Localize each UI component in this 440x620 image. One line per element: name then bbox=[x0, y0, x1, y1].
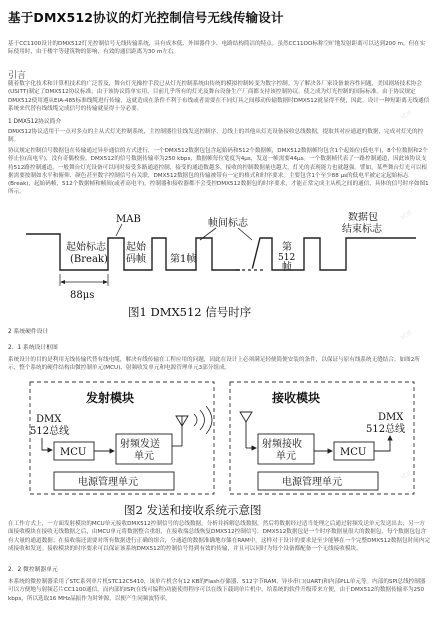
start-code-label-2: 码帧 bbox=[126, 254, 146, 265]
abstract-paragraph: 基于CC1100设计的DMX512灯光控制信号无线传输系统，具有成本低、外围器件少、电路结构简洁的特点。虽然CC11OO标称空旷地发射距离可以达到200 m，但在实际使用时，由于楼宇等建筑物的影响，有效的通信距离为30 m左右。 bbox=[8, 41, 426, 56]
break-label-1: 起始标志 bbox=[66, 242, 106, 253]
mab-label: MAB bbox=[116, 214, 141, 225]
rf-transmit-label-2: 单元 bbox=[134, 451, 154, 462]
figure-1-timing-diagram bbox=[20, 212, 420, 302]
watermark: 试读 bbox=[399, 109, 414, 122]
section-2-1-paragraph: 系统设计的目的是利用无线传输代替有线电缆，解决有线传输在工程应用的问题，因此在设计上必须满足轻便简便安装的条件，以保证与原有线系统无缝结合。如图2所示，整个系统的硬件结构由微控制单元(MCU)、射频收发单元和电源管理单元3部分组成。 bbox=[8, 357, 420, 372]
intro-paragraph: 随着数字化技术和计算机技术的广泛普及，舞台灯光操控手段已从灯光控制系统由传统的模拟控制转变为数字控制。为了解决各厂家设备兼容性问题，美国剧场技术协会(USITT)制定了DMX512协议标准，由于该协议简单实用，目前几乎所有的灯光及舞台设备生产厂商都支持该控制协议，使之成为灯光控制的国际标准。由于协议规定DMX512使用遵从EIA-485标准线缆进行传输，这就造成在条件不利于布线或者需要在不同灯具之间移动传输数据时DMX512就显得不便，因此，设计一种短距离无线通信系统来代替有线线缆完成信号的传输就显得十分必要。 bbox=[8, 81, 430, 112]
watermark: 试读 bbox=[399, 469, 414, 482]
section-2-2-heading: 2．2 微控制器单元 bbox=[8, 567, 58, 573]
figure-2-caption: 图2 发送和接收系统示意图 bbox=[124, 503, 262, 517]
rf-receive-label-2: 单元 bbox=[276, 451, 296, 462]
frame-512-label-2: 512 bbox=[278, 253, 296, 263]
start-code-label-1: 起始 bbox=[126, 242, 146, 253]
rx-mcu-label: MCU bbox=[340, 447, 367, 458]
frame-512-label-3: 帧 bbox=[282, 262, 292, 273]
section-1-heading: 1 DMX512协议简介 bbox=[8, 119, 62, 125]
break-label-2: (Break) bbox=[70, 254, 108, 265]
inter-frame-label: 帧间标志 bbox=[208, 218, 248, 229]
tx-mcu-label: MCU bbox=[60, 447, 87, 458]
rx-dmx-bus-label-2: 512总线 bbox=[366, 424, 406, 435]
article-title: 基于DMX512协议的灯光控制信号无线传输设计 bbox=[8, 10, 284, 25]
rx-antenna-icon bbox=[240, 412, 252, 422]
packet-end-label-2: 结束标志 bbox=[342, 224, 382, 235]
tx-power-label: 电源管理单元 bbox=[78, 477, 138, 488]
section-1-paragraph-2: 协议规定控制信号数据包在传输通过异步通信的方式进行，一个DMX512数据包包含起始码和512个数据帧，DMX512数据帧均包含1个起始位(低电平)，8个位数据和2个停止位(高电平)，没有奇偶校验。DMX512的信号数据传输率为250 kbps，数据帧每位宽度为4μs，发送一帧需要44μs。一个数据帧代表了一路控制通道，因此该协议支持512路控制通道。一般舞台灯光设备可以同时接受多路通道控制，接受的通道数越多，接收的控制数据量也越大，灯光的表现能力也就越强。譬如，某些舞台灯光可以根据需要按制如水平和俯仰、颜色甚至数字控制信号有关联，DMX512数据包的传输被带有一定的格式和时序要求。主要包含1个至少88 μs的低电平被定定起始标志(Break)，起始码帧，512个数据帧和帧间(或者高电平)。控制器和接收器都不会受控DMX512数据包的时序要求，才能正常完成主从机之间的通信，具体的信号时序如图1所示。 bbox=[8, 148, 429, 196]
section-2-heading: 2 系统硬件设计 bbox=[8, 329, 49, 335]
frame-1-label: 第1帧 bbox=[170, 254, 197, 265]
rf-transmit-label-1: 射频发送 bbox=[120, 439, 160, 450]
packet-end-label-1: 数据包 bbox=[348, 212, 378, 223]
tx-module-title: 发射模块 bbox=[86, 391, 135, 405]
tx-dmx-bus-label-1: DMX bbox=[36, 414, 62, 425]
watermark: 试读 bbox=[399, 209, 414, 222]
tx-dmx-bus-label-2: 512总线 bbox=[30, 426, 70, 437]
intro-heading: 引言 bbox=[8, 71, 27, 81]
section-2-1-heading: 2．1 系统设计框图 bbox=[8, 345, 58, 351]
section-2-2-paragraph: 本系统的微控制器采用了STC系列单片机STC12C5410，该单片机含有12 KB的Flash存储器、512字节RAM、异步串口(UART)和内部PLL单元等。内部的SPI总线控制器可以方便地与射频芯片CC1100通信，而内部的ISP(在线可编程)功能使得程序可以在线下载到单片机中，给系统的软件升级带来方便，由于DMX512的数据传输率为250 kbps，所以选取16 MHz晶振作为时钟源，以便产生同频波特率。 bbox=[8, 579, 426, 602]
section-1-paragraph: DMX512协议适用于一点对多点的主从式灯光控制系统，主控制器往往线发送控制序，总线上的其他从灯光设备接收总线数据，提取其对应通道的数据，完成对灯光的控制。 bbox=[8, 129, 424, 144]
rf-receive-label-1: 射频接收 bbox=[262, 439, 302, 450]
frame-512-label-1: 第 bbox=[282, 242, 292, 253]
radio-wave-icon bbox=[194, 406, 212, 434]
watermark: 试读 bbox=[399, 329, 414, 342]
figure-2-block-diagram bbox=[22, 380, 418, 498]
break-duration-label: 88μs bbox=[70, 290, 95, 301]
rx-power-label: 电源管理单元 bbox=[282, 477, 342, 488]
section-2-1-paragraph-2: 在工作方式上，一方面发射模块的MCU单元接收DMX512控制信号的总线数据，分析并拆解总线数据，然后将数据经过适当处理之后通过射频发送单元发送出去；另一方面接收模块在接收无线数据之后，由MCU单元将数据整合重组，在接收端总线恢复DMX512控制信号。DMX512数据包是一个时序数据量很大的数据包，每个数据包包含有大量的通道数据；在接收端还需要对所有数据进行正确的组合，分通道的数据准确地存储在RAM中。这样对于设计的要求是至少能够在一个完整DMX512数据包时间内完成接收和发送。接收模块的时序要求可以保证该系统DMX512的控制信号得到有效的传输，并且可以同时为每个设备都配备一个无线接收模块。 bbox=[8, 521, 430, 552]
figure-1-caption: 图1 DMX512 信号时序 bbox=[128, 305, 252, 319]
rx-dmx-bus-label-1: DMX bbox=[378, 412, 404, 423]
rx-module-title: 接收模块 bbox=[272, 391, 321, 405]
